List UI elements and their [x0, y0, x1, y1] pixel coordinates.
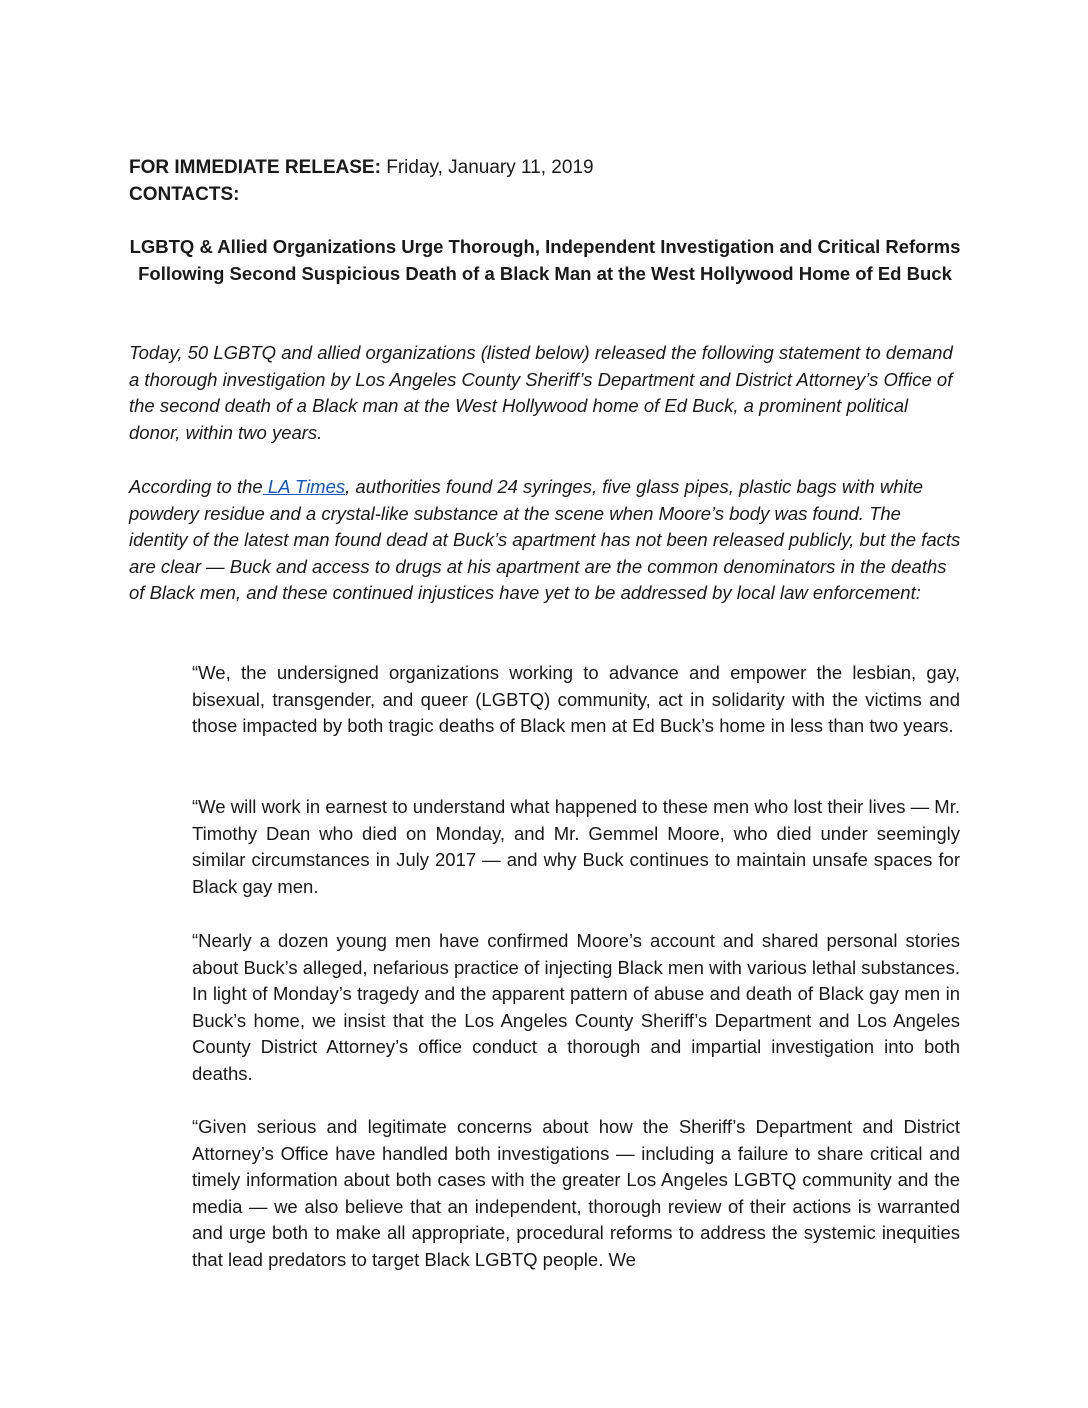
context-paragraph — [129, 474, 961, 607]
intro-paragraph: Today, 50 LGBTQ and allied organizations (listed below) released the following statement to demand a thorough investigation by Los Angeles County Sheriff’s Department and District Attorney’s Office of the second death of a Black man at the West Hollywood home of Ed Buck, a prominent political donor, within two years. — [129, 342, 953, 443]
contacts-label: CONTACTS: — [129, 184, 240, 205]
release-header — [129, 154, 594, 208]
la-times-link[interactable]: LA Times — [262, 476, 346, 497]
context-text-after-link: , authorities found 24 syringes, five glass pipes, plastic bags with white powdery residue and a crystal-like substance at the scene when Moore’s body was found. The identity of the latest man found dead at Buck’s apartment has not been released publicly, but the facts are clear — Buck and access to drugs at his apartment are the common denominators in the deaths of Black men, and these continued injustices have yet to be addressed by local law enforcement: — [129, 476, 961, 604]
statement-paragraph-2: “We will work in earnest to understand what happened to these men who lost their lives — Mr. Timothy Dean who died on Monday, and Mr. Gemmel Moore, who died under seemingly similar circumstances in July 2017 — and why Buck continues to maintain unsafe spaces for Black gay men. — [192, 796, 960, 897]
release-label: FOR IMMEDIATE RELEASE: — [129, 157, 381, 178]
release-date: Friday, January 11, 2019 — [380, 157, 594, 178]
press-release-headline: LGBTQ & Allied Organizations Urge Thorough, Independent Investigation and Critical Reforms Following Second Suspicious Death of a Black Man at the West Hollywood Home of Ed Buck — [129, 236, 961, 284]
context-text-before-link: According to the — [129, 476, 263, 497]
statement-paragraph-4: “Given serious and legitimate concerns about how the Sheriff’s Department and District Attorney’s Office have handled both investigations — including a failure to share critical and timely information about both cases with the greater Los Angeles LGBTQ community and the media — we also believe that an independent, thorough review of their actions is warranted and urge both to make all appropriate, procedural reforms to address the systemic inequities that lead predators to target Black LGBTQ people. We — [192, 1116, 960, 1270]
release-line — [129, 154, 594, 181]
statement-paragraph-1: “We, the undersigned organizations working to advance and empower the lesbian, gay, bisexual, transgender, and queer (LGBTQ) community, act in solidarity with the victims and those impacted by both tragic deaths of Black men at Ed Buck’s home in less than two years. — [192, 662, 960, 737]
statement-paragraph-3: “Nearly a dozen young men have confirmed Moore’s account and shared personal stories about Buck’s alleged, nefarious practice of injecting Black men with various lethal substances. In light of Monday’s tragedy and the apparent pattern of abuse and death of Black gay men in Buck’s home, we insist that the Los Angeles County Sheriff’s Department and Los Angeles County District Attorney’s office conduct a thorough and impartial investigation into both deaths. — [192, 930, 960, 1084]
